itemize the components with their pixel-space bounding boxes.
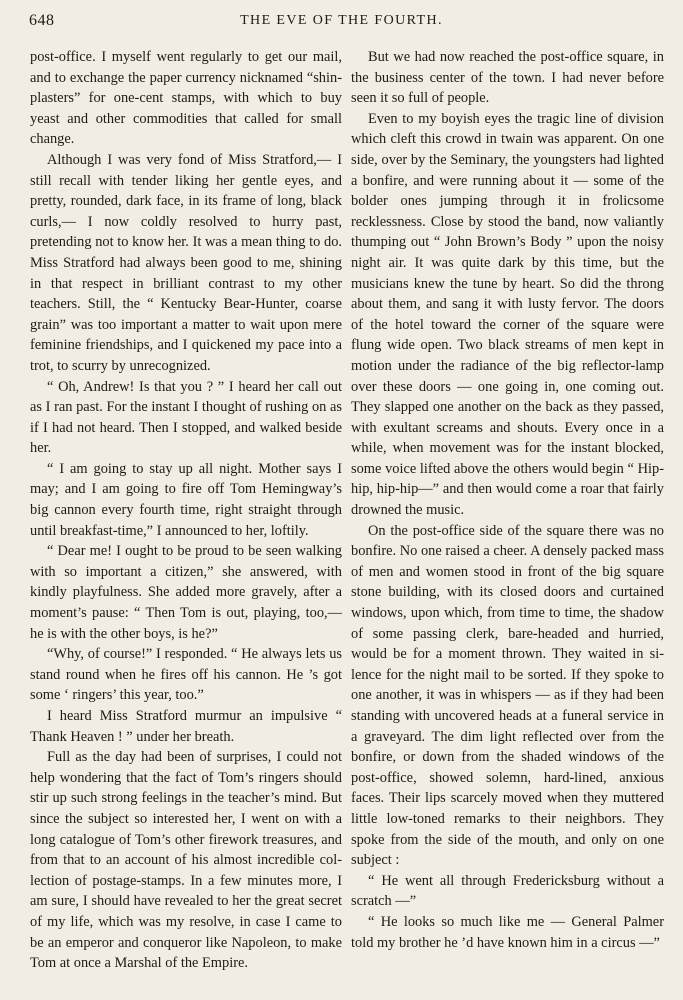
running-title: THE EVE OF THE FOURTH.: [240, 13, 443, 28]
paragraph: Although I was very fond of Miss Stratford,— I still recall with tender liking her gentle eyes, and pretty, rounded, dark face, in its frame of long, black curls,— I now coldly resolved to hurry past, pretending not to know her. It was a mean thing to do. Miss Stratford had always been good to me, shining in that respect in brilliant contrast to my other teachers. Still, the “ Kentucky Bear-Hunter, coarse grain” was too important a matter to wait upon mere feminine friendships, and I quickened my pace into a trot, to scurry by unrecognized.: [30, 151, 342, 374]
page-number: 648: [29, 12, 55, 29]
paragraph: I heard Miss Stratford murmur an impulsive “ Thank Heaven ! ” under her breath.: [30, 708, 342, 745]
paragraph: But we had now reached the post-office square, in the business center of the town. I had never before seen it so full of people.: [351, 49, 664, 107]
paragraph: post-office. I myself went regularly to get our mail, and to exchange the paper currency nicknamed “shin-plasters” for one-cent stamps, with which to buy yeast and other commodities that called for small change.: [30, 49, 342, 148]
paragraph: On the post-office side of the square there was no bonfire. No one raised a cheer. A densely packed mass of men and women stood in front of the big square stone building, with its closed doors and curtained windows, upon which, from time to time, the shadow of some passing clerk, bare-headed and hurried, would be for a moment thrown. They waited in silence for the night mail to be sorted. If they spoke to one another, it was in whispers — as if they had been standing with uncovered heads at a funeral service in a graveyard. The dim light reflected over from the bonfire, or down from the shaded windows of the post-office, showed solemn, hard-lined, anxious faces. Their lips scarcely moved when they muttered little low-toned remarks to their neighbors. They spoke from the side of the mouth, and only on one subject :: [351, 522, 664, 869]
paragraph: “ Oh, Andrew! Is that you ? ” I heard her call out as I ran past. For the instant I thought of rushing on as if I had not heard. Then I stopped, and walked beside her.: [30, 378, 342, 457]
paragraph: Even to my boyish eyes the tragic line of division which cleft this crowd in twain was apparent. On one side, over by the Seminary, the youngsters had lighted a bonfire, and were running about it — some of the bolder ones jumping through it in frolicsome recklessness. Close by stood the band, now valiantly thumping out “ John Brown’s Body ” upon the noisy night air. It was quite dark by this time, but the musicians knew the tune by heart. So did the throng about them, and sang it with lusty fervor. The doors of the hotel toward the corner of the square were flung wide open. Two black streams of men kept in motion under the radiance of the big reflector-lamp over these doors — one going in, one coming out. They slapped one another on the back as they passed, with exultant screams and shouts. Every once in a while, when movement was for the instant blocked, some voice lifted above the others would begin “ Hip-hip, hip-hip—” and then would come a roar that fairly drowned the music.: [351, 110, 664, 519]
paragraph: “ I am going to stay up all night. Mother says I may; and I am going to fire off Tom Hemingway’s big cannon every fourth time, right straight through until breakfast-time,” I announced to her, loftily.: [30, 460, 342, 539]
paragraph: “Why, of course!” I responded. “ He always lets us stand round when he fires off his cannon. He ’s got some ‘ ringers’ this year, too.”: [30, 646, 342, 704]
paragraph: “ Dear me! I ought to be proud to be seen walking with so important a citizen,” she answered, with kindly playfulness. She added more gravely, after a moment’s pause: “ Then Tom is out, playing, too,—he is with the other boys, is he?”: [30, 543, 342, 642]
left-text-column: [30, 47, 342, 974]
right-text-column: [351, 47, 664, 953]
paragraph: “ He looks so much like me — General Palmer told my brother he ’d have known him in a circus —”: [351, 913, 664, 951]
paragraph: “ He went all through Fredericksburg without a scratch —”: [351, 872, 664, 910]
paragraph: Full as the day had been of surprises, I could not help wondering that the fact of Tom’s ringers should stir up such strong feelings in the teacher’s mind. But since the subject so interested her, I went on with a long catalogue of Tom’s other firework treasures, and from that to an account of his almost incredible collection of postage-stamps. In a few minutes more, I am sure, I should have revealed to her the great secret of my life, which was my resolve, in case I came to be an emperor and conqueror like Napoleon, to make Tom at once a Marshal of the Empire.: [30, 749, 342, 972]
